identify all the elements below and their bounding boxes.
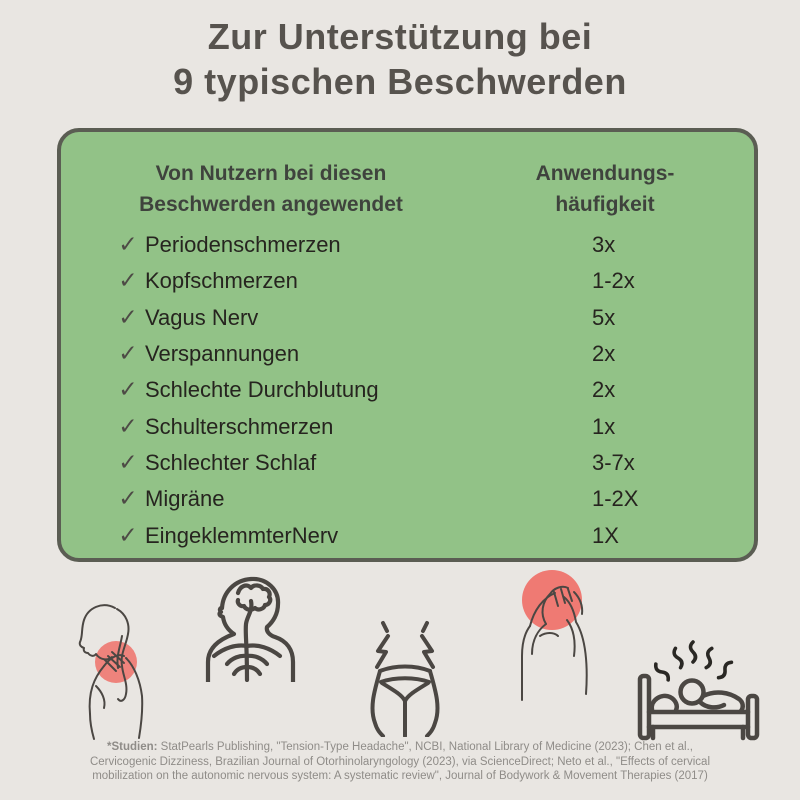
- checkmark-icon: ✓: [118, 304, 138, 331]
- studies-footnote: [80, 740, 720, 784]
- frequency-value: 3x: [592, 232, 616, 258]
- vagus-nerve-icon: [194, 570, 304, 682]
- checkmark-icon: ✓: [118, 341, 138, 368]
- checkmark-icon: ✓: [118, 522, 138, 549]
- table-row: [61, 263, 754, 299]
- headache-illustration: [488, 560, 610, 705]
- complaint-label: Migräne: [145, 486, 225, 512]
- frequency-value: 3-7x: [592, 449, 635, 475]
- frequency-value: 1X: [592, 522, 619, 548]
- table-row: [61, 445, 754, 481]
- studies-footnote-prefix: *Studien:: [106, 741, 158, 753]
- frequency-value: 2x: [592, 377, 616, 403]
- neck-pain-illustration: [60, 596, 180, 741]
- cramps-illustration: [350, 611, 460, 737]
- vagus-nerve-illustration: [194, 570, 304, 682]
- page-title: [0, 14, 800, 104]
- column-header-frequency: Anwendungs- häufigkeit: [535, 162, 675, 216]
- table-row: [61, 336, 754, 372]
- complaint-label: Schlechte Durchblutung: [145, 377, 379, 403]
- sleep-illustration: [612, 634, 764, 742]
- table-row: [61, 227, 754, 263]
- frequency-value: 2x: [592, 341, 616, 367]
- page-title-line1: Zur Unterstützung bei: [207, 16, 593, 57]
- complaint-label: Periodenschmerzen: [145, 232, 341, 258]
- checkmark-icon: ✓: [118, 449, 138, 476]
- checkmark-icon: ✓: [118, 232, 138, 259]
- table-row: [61, 300, 754, 336]
- complaints-list: [61, 227, 754, 554]
- complaint-label: Kopfschmerzen: [145, 268, 298, 294]
- column-header-complaints: Von Nutzern bei diesen Beschwerden angewendet: [139, 162, 403, 216]
- table-row: [61, 372, 754, 408]
- complaint-label: Verspannungen: [145, 341, 300, 367]
- complaint-label: EingeklemmterNerv: [145, 522, 339, 548]
- frequency-value: 5x: [592, 304, 616, 330]
- sleep-icon: [612, 634, 764, 742]
- studies-footnote-text: StatPearls Publishing, "Tension-Type Headache", NCBI, National Library of Medicine (2023); Chen et al., Cervicogenic Dizziness, Brazilian Journal of Otorhinolaryngology (2023), via ScienceDirect; Neto et al., "Effects of cervical mobilization on the autonomic nervous system: A systematic review", Journal of Bodywork & Movement Therapies (2017): [89, 741, 711, 782]
- complaint-label: Vagus Nerv: [145, 304, 259, 330]
- neck-pain-icon: [60, 596, 180, 741]
- checkmark-icon: ✓: [118, 268, 138, 295]
- complaint-label: Schlechter Schlaf: [145, 449, 317, 475]
- table-row: [61, 517, 754, 553]
- headache-icon: [488, 560, 610, 705]
- checkmark-icon: ✓: [118, 486, 138, 513]
- complaints-panel: [57, 128, 758, 562]
- complaint-label: Schulterschmerzen: [145, 413, 334, 439]
- cramps-icon: [350, 611, 460, 737]
- table-row: [61, 481, 754, 517]
- checkmark-icon: ✓: [118, 413, 138, 440]
- page-title-line2: 9 typischen Beschwerden: [173, 61, 627, 102]
- frequency-value: 1x: [592, 413, 616, 439]
- frequency-value: 1-2X: [592, 486, 639, 512]
- frequency-value: 1-2x: [592, 268, 635, 294]
- table-row: [61, 408, 754, 444]
- checkmark-icon: ✓: [118, 377, 138, 404]
